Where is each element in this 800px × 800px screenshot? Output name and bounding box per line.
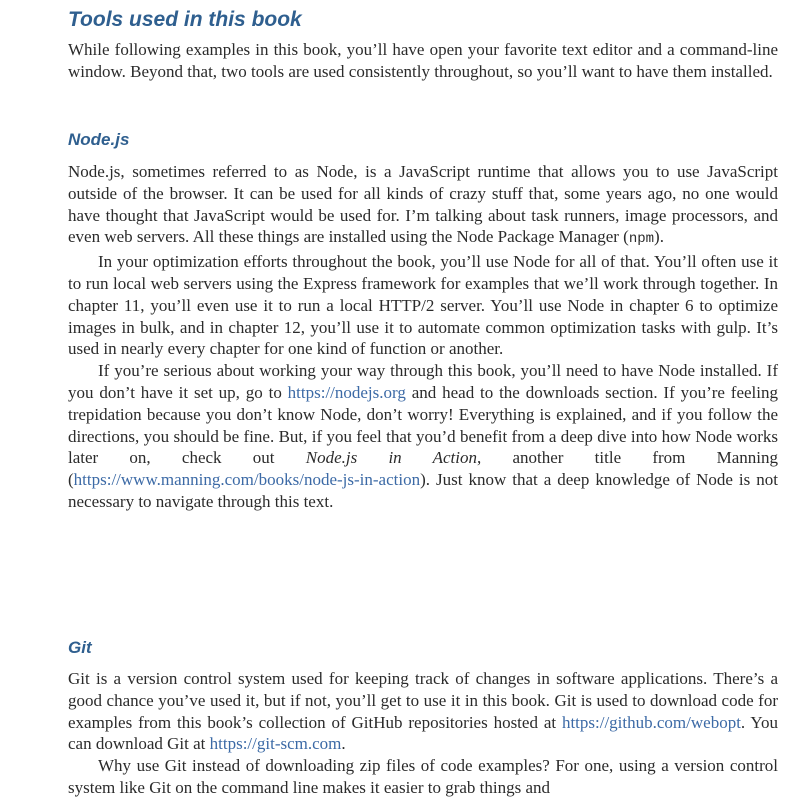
git-p1-a: Git is a version control system used for keeping track of changes in software applications. There’s a good chance you’ve used it, but if not, you’ll get to use it in this book. Git is used to download code for examples from this book’s collection of GitHub repositories hosted at [68, 669, 778, 732]
node-p3-d: ). Just know that a deep knowledge of Node is not necessary to navigate through this text. [68, 470, 778, 511]
nodejs-link[interactable]: https://nodejs.org [287, 382, 406, 402]
node-p3-b: and head to the downloads section. If you’re feeling trepidation because you don’t know Node, don’t worry! Everything is explained, and if you follow the directions, you should be fine. But, if you feel that you’d benefit from a deep dive into how Node works later on, check out [68, 382, 778, 468]
node-paragraph-2: In your optimization efforts throughout the book, you’ll use Node for all of that. You’ll often use it to run local web servers using the Express framework for examples that we’ll work through together. In chapter 11, you’ll even use it to run a local HTTP/2 server. You’ll use Node in chapter 6 to optimize images in bulk, and in chapter 12, you’ll use it to automate common optimization tasks with gulp. It’s used in nearly every chapter for one kind of function or another. [68, 252, 778, 359]
node-section [68, 161, 778, 513]
git-p1-c: . [341, 734, 346, 754]
node-p1-end: ). [654, 227, 664, 247]
github-link[interactable]: https://github.com/webopt [561, 712, 741, 732]
git-paragraph-1 [68, 668, 778, 755]
intro-paragraph: While following examples in this book, you’ll have open your favorite text editor and a command-line window. Beyond that, two tools are used consistently throughout, so you’ll want to have them installed. [68, 40, 778, 81]
npm-code: npm [628, 231, 655, 248]
git-p1-b: . You can download Git at [68, 712, 778, 754]
node-p1-text: Node.js, sometimes referred to as Node, is a JavaScript runtime that allows you to use JavaScript outside of the browser. It can be used for all kinds of crazy stuff that, some years ago, no one would have thought that JavaScript would be used for. I’m talking about task runners, image processors, and even web servers. All these things are installed using the Node Package Manager ( [68, 162, 778, 247]
node-p3-a: If you’re serious about working your way through this book, you’ll need to have Node installed. If you don’t have it set up, go to [68, 361, 778, 402]
git-scm-link[interactable]: https://git-scm.com [209, 734, 342, 754]
git-section [68, 668, 778, 799]
intro-block [68, 39, 778, 83]
node-heading: Node.js [68, 130, 130, 149]
manning-link[interactable]: https://www.manning.com/books/node-js-in-action [73, 470, 421, 490]
node-paragraph-3 [68, 360, 778, 513]
section-title: Tools used in this book [68, 8, 302, 31]
git-paragraph-2: Why use Git instead of downloading zip files of code examples? For one, using a version control system like Git on the command line makes it easier to grab things and [68, 756, 778, 797]
node-paragraph-1 [68, 161, 778, 251]
book-title: Node.js in Action [305, 448, 477, 468]
node-p3-c: , another title from Manning ( [68, 448, 779, 490]
git-heading: Git [68, 638, 92, 657]
